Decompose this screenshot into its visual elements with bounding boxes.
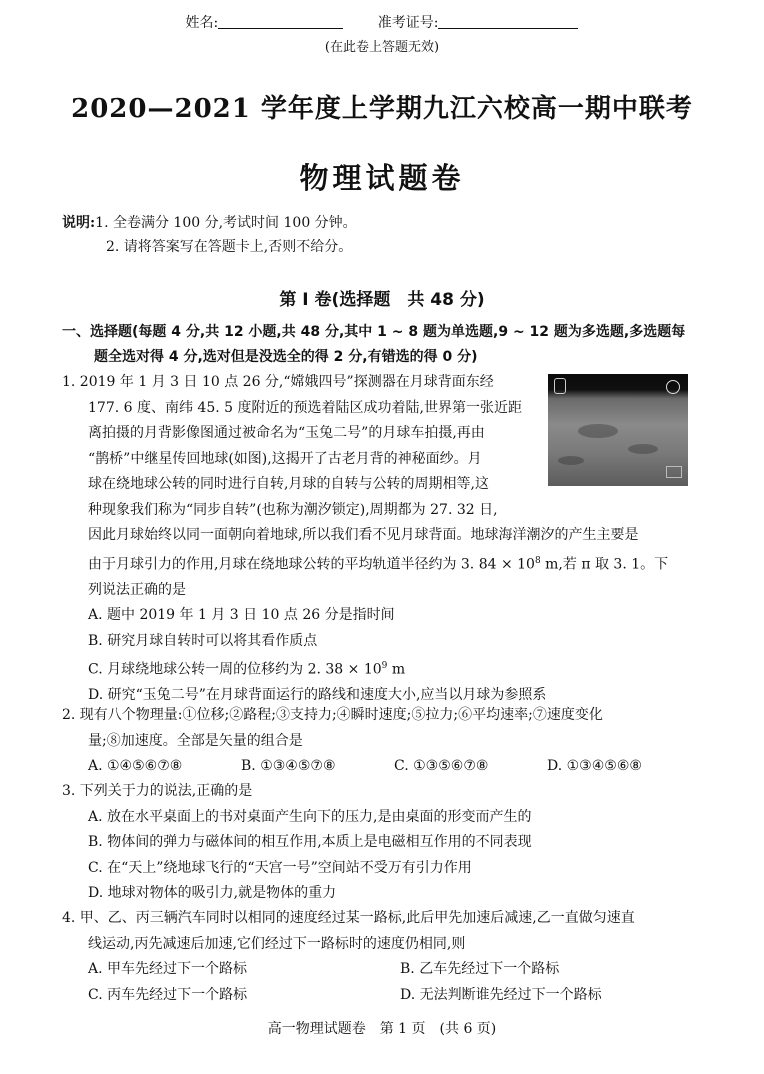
instructions-label: 说明: — [62, 215, 96, 231]
q4-option-d: D. 无法判断谁先经过下一个路标 — [400, 986, 602, 1003]
q1-option-c — [62, 654, 712, 683]
q4-option-c: C. 丙车先经过下一个路标 — [88, 986, 248, 1003]
q4-options-row-2 — [62, 983, 712, 1009]
part-heading-line-1: 一、选择题(每题 4 分,共 12 小题,共 48 分,其中 1 ~ 8 题为单选题,9 ~ 12 题为多选题,多选题每 — [62, 324, 686, 340]
question-3 — [62, 779, 712, 907]
q1-line: 列说法正确的是 — [88, 581, 186, 598]
question-2 — [62, 703, 712, 780]
q1-line — [62, 549, 712, 578]
q4-line: 线运动,丙先减速后加速,它们经过下一路标时的速度仍相同,则 — [88, 935, 466, 952]
instructions — [62, 211, 357, 259]
q1-line: 因此月球始终以同一面朝向着地球,所以我们看不见月球背面。地球海洋潮汐的产生主要是 — [88, 527, 639, 543]
moon-far-side-photo — [548, 374, 688, 486]
q3-line: 3. 下列关于力的说法,正确的是 — [62, 783, 253, 799]
q4-options-row-1 — [62, 957, 712, 983]
crater-shape — [628, 444, 658, 454]
q1-line: 离拍摄的月背影像图通过被命名为“玉兔二号”的月球车拍摄,再由 — [88, 425, 485, 441]
rover-antenna-icon — [554, 378, 566, 394]
q1-option-a: A. 题中 2019 年 1 月 3 日 10 点 26 分是指时间 — [88, 607, 395, 624]
instruction-item-2: 2. 请将答案写在答题卡上,否则不给分。 — [106, 239, 353, 255]
q3-option-c: C. 在“天上”绕地球飞行的“天宫一号”空间站不受万有引力作用 — [88, 859, 472, 876]
q3-option-d: D. 地球对物体的吸引力,就是物体的重力 — [88, 885, 337, 901]
q1-option-b: B. 研究月球自转时可以将其看作质点 — [88, 632, 318, 649]
q2-option-a: A. ①④⑤⑥⑦⑧ — [88, 758, 183, 774]
q1-line: 种现象我们称为“同步自转”(也称为潮汐锁定),周期都为 27. 32 日, — [88, 501, 498, 518]
q4-option-a: A. 甲车先经过下一个路标 — [88, 961, 248, 977]
name-blank — [218, 14, 343, 29]
q2-option-b: B. ①③④⑤⑦⑧ — [241, 758, 336, 774]
exponent: 9 — [381, 661, 388, 672]
q1-line: 177. 6 度、南纬 45. 5 度附近的预选着陆区成功着陆,世界第一张近距 — [88, 399, 522, 416]
answer-notice: (在此卷上答题无效) — [324, 40, 440, 55]
q1-text: m,若 π 取 3. 1。下 — [540, 556, 669, 573]
q4-line: 4. 甲、乙、丙三辆汽车同时以相同的速度经过某一路标,此后甲先加速后减速,乙一直做匀速直 — [62, 910, 635, 926]
exam-number-blank — [438, 14, 578, 29]
q1-text: 由于月球引力的作用,月球在绕地球公转的平均轨道半径约为 3. 84 × 10 — [88, 556, 535, 573]
section-title: 第 Ⅰ 卷(选择题 共 48 分) — [279, 290, 485, 310]
candidate-info-line — [0, 12, 764, 32]
instruction-item-1: 1. 全卷满分 100 分,考试时间 100 分钟。 — [95, 215, 357, 231]
logo-icon — [666, 380, 680, 394]
q2-line: 2. 现有八个物理量:①位移;②路程;③支持力;④瞬时速度;⑤拉力;⑥平均速率;⑦速度变化 — [62, 707, 603, 723]
q3-option-b: B. 物体间的弹力与磁体间的相互作用,本质上是电磁相互作用的不同表现 — [88, 834, 532, 850]
q1-option-d: D. 研究“玉兔二号”在月球背面运行的路线和速度大小,应当以月球为参照系 — [88, 687, 547, 704]
q3-option-a: A. 放在水平桌面上的书对桌面产生向下的压力,是由桌面的形变而产生的 — [88, 808, 532, 825]
page-footer: 高一物理试题卷 第 1 页 (共 6 页) — [267, 1021, 497, 1037]
q2-option-d: D. ①③④⑤⑥⑧ — [547, 758, 642, 774]
subject-title: 物理试题卷 — [299, 161, 465, 195]
exponent: 8 — [534, 555, 541, 566]
q2-option-c: C. ①③⑤⑥⑦⑧ — [394, 758, 489, 774]
watermark-icon — [666, 466, 682, 478]
part-heading-line-2: 题全选对得 4 分,选对但是没选全的得 2 分,有错选的得 0 分) — [94, 349, 478, 365]
crater-shape — [558, 456, 584, 465]
q1-line: 1. 2019 年 1 月 3 日 10 点 26 分,“嫦娥四号”探测器在月球背面东经 — [62, 374, 494, 390]
q1-option-c-unit: m — [387, 661, 406, 678]
q1-line: “鹊桥”中继星传回地球(如图),这揭开了古老月背的神秘面纱。月 — [88, 450, 482, 467]
q4-option-b: B. 乙车先经过下一个路标 — [400, 961, 560, 977]
name-label: 姓名: — [185, 15, 219, 31]
q1-line: 球在绕地球公转的同时进行自转,月球的自转与公转的周期相等,这 — [88, 476, 489, 492]
part-heading — [62, 320, 712, 370]
q2-options — [62, 754, 712, 780]
q2-line: 量;⑧加速度。全部是矢量的组合是 — [88, 732, 303, 749]
exam-title: 2020—2021 学年度上学期九江六校高一期中联考 — [71, 94, 693, 124]
q1-option-c-text: C. 月球绕地球公转一周的位移约为 2. 38 × 10 — [88, 661, 382, 678]
crater-shape — [578, 424, 618, 438]
question-4 — [62, 906, 712, 1008]
exam-number-label: 准考证号: — [377, 15, 439, 31]
